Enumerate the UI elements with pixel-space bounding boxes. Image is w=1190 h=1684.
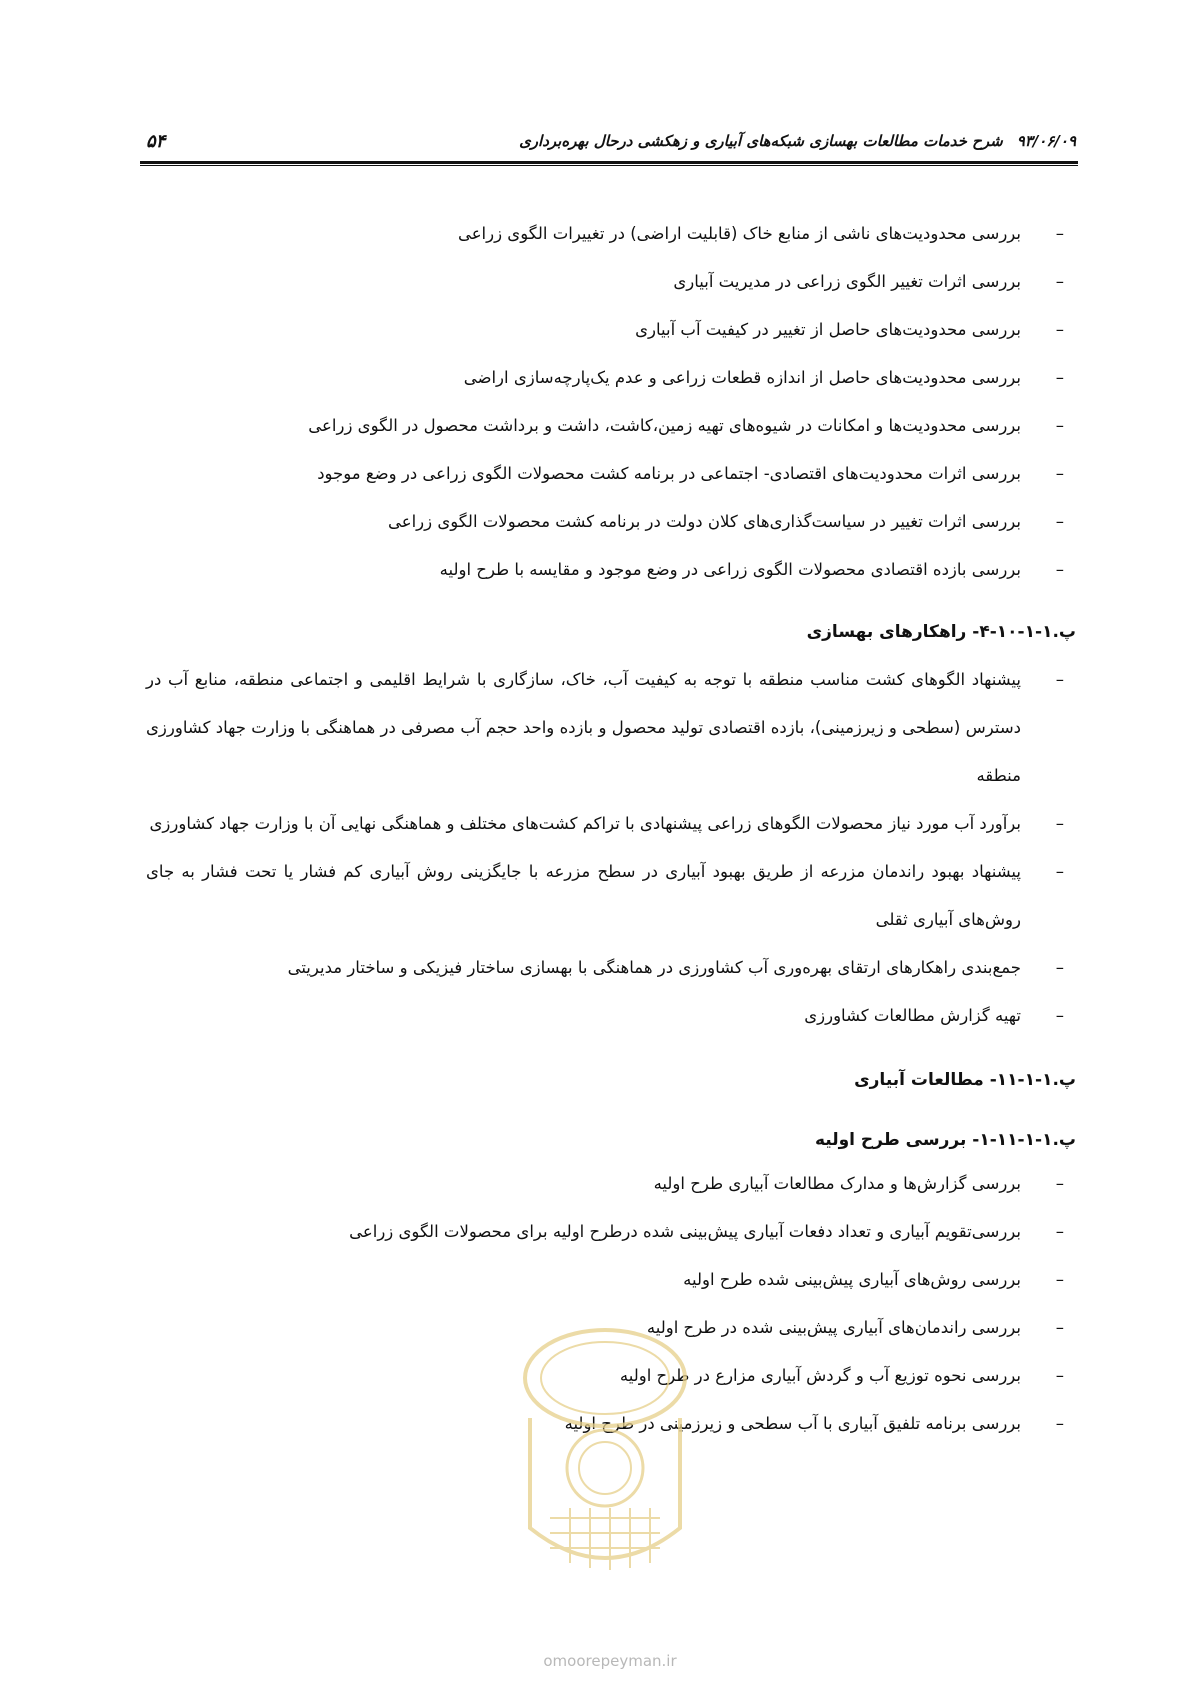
section-heading-irrigation: پ.۱-۱-۱۱- مطالعات آبیاری	[854, 1070, 1076, 1090]
list-item: – تهیه گزارش مطالعات کشاورزی	[146, 992, 1076, 1040]
list-item: – جمع‌بندی راهکارهای ارتقای بهره‌وری آب کشاورزی در هماهنگی با بهسازی ساختار فیزیکی و ساختار مدیریتی	[146, 944, 1076, 992]
header-title: شرح خدمات مطالعات بهسازی شبکه‌های آبیاری و زهکشی درحال بهره‌برداری	[519, 132, 1003, 150]
list-item: – بررسی اثرات تغییر در سیاست‌گذاری‌های کلان دولت در برنامه کشت محصولات الگوی زراعی	[146, 498, 1076, 546]
list-item: – بررسی محدودیت‌های حاصل از اندازه قطعات زراعی و عدم یک‌پارچه‌سازی اراضی	[146, 354, 1076, 402]
header-rule	[140, 161, 1078, 166]
list-item: – بررسی نحوه توزیع آب و گردش آبیاری مزارع در طرح اولیه	[146, 1352, 1076, 1400]
list-item: – پیشنهاد بهبود راندمان مزرعه از طریق بهبود آبیاری در سطح مزرعه با جایگزینی روش آبیاری کم فشار یا تحت فشار به جای روش‌های آبیاری ثقلی	[146, 848, 1076, 944]
list-item: – بررسی برنامه تلفیق آبیاری با آب سطحی و زیرزمینی در طرح اولیه	[146, 1400, 1076, 1448]
list-item: – بررسی راندمان‌های آبیاری پیش‌بینی شده در طرح اولیه	[146, 1304, 1076, 1352]
list-item: – بررسی محدودیت‌های حاصل از تغییر در کیفیت آب آبیاری	[146, 306, 1076, 354]
watermark-text: omoorepeyman.ir	[543, 1652, 677, 1670]
list-item: – پیشنهاد الگوهای کشت مناسب منطقه با توجه به کیفیت آب، خاک، سازگاری با شرایط اقلیمی و اجتماعی منطقه، منابع آب در دسترس (سطحی و زیرزمینی)، بازده اقتصادی تولید محصول و بازده واحد حجم آب مصرفی در هماهنگی با وزارت جهاد کشاورزی منطقه	[146, 656, 1076, 800]
list-item: – بررسی اثرات محدودیت‌های اقتصادی- اجتماعی در برنامه کشت محصولات الگوی زراعی در وضع موجود	[146, 450, 1076, 498]
list-item: – بررسی‌تقویم آبیاری و تعداد دفعات آبیاری پیش‌بینی شده درطرح اولیه برای محصولات الگوی زراعی	[146, 1208, 1076, 1256]
list-item: – بررسی محدودیت‌های ناشی از منابع خاک (قابلیت اراضی) در تغییرات الگوی زراعی	[146, 210, 1076, 258]
header-title-group	[519, 132, 1076, 150]
bullet-list-3	[146, 1160, 1076, 1448]
document-body	[146, 210, 1076, 1448]
bullet-list-2	[146, 656, 1076, 1040]
header-date: ۹۳/۰۶/۰۹	[1016, 132, 1076, 150]
section-heading-initial-plan: پ.۱-۱-۱۱-۱- بررسی طرح اولیه	[814, 1130, 1076, 1150]
list-item: – بررسی بازده اقتصادی محصولات الگوی زراعی در وضع موجود و مقایسه با طرح اولیه	[146, 546, 1076, 594]
list-item: – بررسی روش‌های آبیاری پیش‌بینی شده طرح اولیه	[146, 1256, 1076, 1304]
list-item: – برآورد آب مورد نیاز محصولات الگوهای زراعی پیشنهادی با تراکم کشت‌های مختلف و هماهنگی نهایی آن با وزارت جهاد کشاورزی	[146, 800, 1076, 848]
page-number: ۵۴	[146, 130, 166, 152]
list-item: – بررسی اثرات تغییر الگوی زراعی در مدیریت آبیاری	[146, 258, 1076, 306]
list-item: – بررسی گزارش‌ها و مدارک مطالعات آبیاری طرح اولیه	[146, 1160, 1076, 1208]
section-heading-improvement: پ.۱-۱-۱۰-۴- راهکارهای بهسازی	[806, 622, 1076, 642]
list-item: – بررسی محدودیت‌ها و امکانات در شیوه‌های تهیه زمین،کاشت، داشت و برداشت محصول در الگوی زراعی	[146, 402, 1076, 450]
bullet-list-1	[146, 210, 1076, 594]
page-header	[146, 128, 1076, 154]
